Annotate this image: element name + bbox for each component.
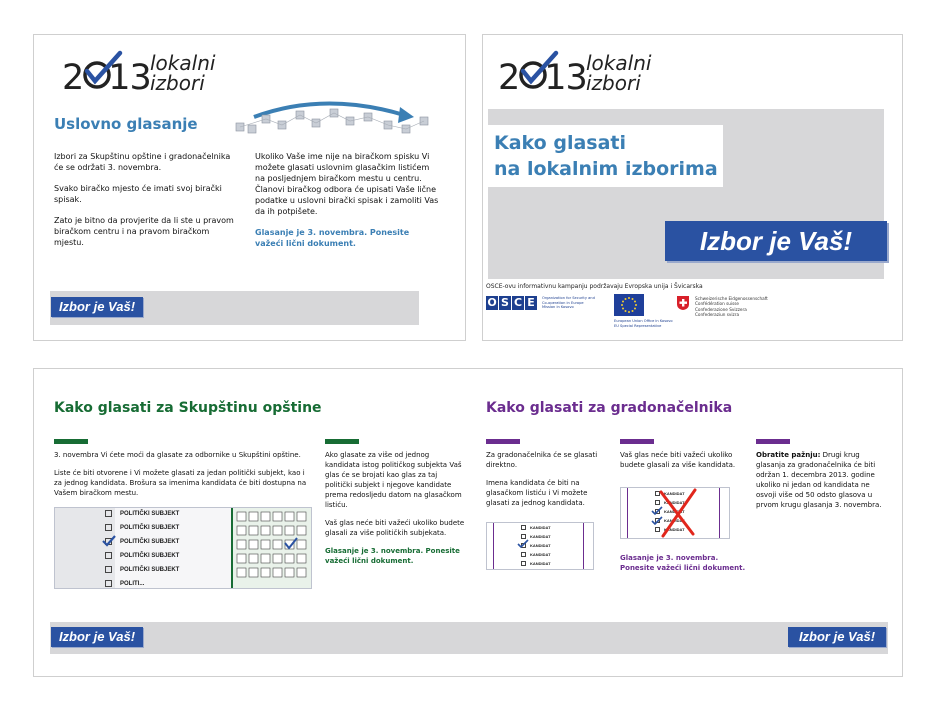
assembly-ballot-check-icon — [101, 534, 117, 548]
mayor-accent-2 — [620, 439, 654, 444]
panel-conditional-voting — [33, 34, 466, 341]
panel1-badge: Izbor je Vaš! — [51, 297, 143, 317]
mayor-col1-text-1: Za gradonačelnika će se glasati direktno. — [486, 451, 598, 469]
mayor-ballot-row-5: KANDIDAT — [521, 561, 551, 566]
campaign-text: OSCE-ovu informativnu kampanju podržavaju Evropska unija i Švicarska — [486, 283, 703, 290]
assembly-ballot-row-4: POLITIČKI SUBJEKT — [105, 552, 179, 559]
assembly-title: Kako glasati za Skupštinu opštine — [54, 400, 322, 416]
mayor-col1-text-2: Imena kandidata će biti na glasačkom listiću i Vi možete glasati za jednog kandidata. — [486, 479, 588, 507]
eu-text — [614, 319, 684, 328]
polling-network-illustration — [234, 95, 444, 145]
assembly-ballot-grid — [231, 508, 312, 588]
assembly-ballot-row-1: POLITIČKI SUBJEKT — [105, 510, 179, 517]
mayor-col3-text — [756, 450, 888, 510]
invalid-cross-icon — [655, 488, 699, 538]
assembly-mid-text — [325, 450, 465, 576]
mayor-col3-body: Drugi krug glasanja za gradonačelnika će biti održan 1. decembra 2013. godine ukoliko ni jedan od kandidata ne osvoji više od 50 odsto glasova u prvom krugu glasanja 3. novembra. — [756, 451, 882, 509]
invalid-ballot-row-5: KANDIDAT — [655, 527, 685, 532]
swiss-text — [695, 296, 805, 318]
mayor-accent-1 — [486, 439, 520, 444]
cover-badge: Izbor je Vaš! — [665, 221, 887, 261]
assembly-mid-note: Glasanje je 3. novembra. Ponesite važeći lični dokument. — [325, 547, 460, 565]
cover-logo-word-lokalni: lokalni — [586, 51, 652, 75]
assembly-accent-1 — [54, 439, 88, 444]
osce-letter-e: E — [525, 296, 537, 310]
mayor-col3-bold: Obratite pažnju: — [756, 451, 821, 459]
logo-year: 2 13 — [62, 58, 151, 98]
assembly-text-1: 3. novembra Vi ćete moći da glasate za odbornike u Skupštini opštine. — [54, 451, 301, 459]
mayor-ballot-row-1: KANDIDAT — [521, 525, 551, 530]
panel1-col1-p3: Zato je bitno da provjerite da li ste u pravom biračkom centru i na pravom biračkom mjestu. — [54, 216, 234, 247]
swiss-text-3: Confederazione Svizzera — [695, 306, 747, 312]
logo-2013-lokalni-izbori — [62, 53, 232, 98]
logo-word-izbori: izbori — [150, 71, 205, 95]
mayor-col2-text: Vaš glas neće biti važeći ukoliko budete glasali za više kandidata. — [620, 451, 736, 469]
invalid-ballot-image — [620, 487, 730, 539]
panel-how-to-vote — [33, 368, 903, 677]
osce-text-2: Co-operation in Europe — [542, 300, 584, 305]
panel3-badge-left: Izbor je Vaš! — [51, 627, 143, 647]
assembly-ballot-row-6: POLITI... — [105, 580, 144, 587]
logo-word-lokalni: lokalni — [150, 51, 216, 75]
panel1-note: Glasanje je 3. novembra. Ponesite važeći lični dokument. — [255, 228, 410, 248]
cover-logo-check-icon — [512, 49, 560, 93]
panel1-col1-p2: Svako biračko mjesto će imati svoj birački spisak. — [54, 184, 222, 204]
panel1-title: Uslovno glasanje — [54, 115, 198, 133]
invalid-ballot-row-2: KANDIDAT — [655, 500, 685, 505]
panel1-column-left — [54, 151, 239, 258]
swiss-text-2: Confédération suisse — [695, 301, 740, 307]
assembly-text-2: Liste će biti otvorene i Vi možete glasati za jedan politički subjekt, kao i za jednog kandidata. Brošura sa imenima kandidata će biti dostupna na Vašem biračkom mestu. — [54, 469, 307, 497]
mayor-ballot-row-3: KANDIDAT — [521, 543, 551, 548]
eu-text-1: European Union Office in Kosovo — [614, 319, 673, 323]
mayor-title: Kako glasati za gradonačelnika — [486, 400, 733, 416]
assembly-ballot-row-3: POLITIČKI SUBJEKT — [105, 538, 179, 545]
mayor-col2-note: Glasanje je 3. novembra. Ponesite važeći lični dokument. — [620, 554, 746, 572]
logo-check-icon — [76, 49, 124, 93]
mayor-ballot-row-4: KANDIDAT — [521, 552, 551, 557]
osce-letter-s: S — [499, 296, 511, 310]
assembly-ballot-row-2: POLITIČKI SUBJEKT — [105, 524, 179, 531]
swiss-text-4: Confederaziun svizra — [695, 312, 740, 318]
mayor-ballot-check-icon — [517, 539, 529, 549]
eu-text-2: EU Special Representative — [614, 323, 662, 328]
panel1-column-right — [255, 151, 440, 259]
panel1-col2-p1: Ukoliko Vaše ime nije na biračkom spisku Vi možete glasati uslovnim glasačkim listićem na posljednjem biračkom mestu u centru. Članovi biračkog odbora će upisati Vaše lične podatke u uslovni birački spisak i zamoliti Vas da ih potpišete. — [255, 152, 439, 216]
invalid-ballot-row-3: KANDIDAT — [655, 509, 685, 514]
mayor-col1-text — [486, 450, 611, 518]
mayor-accent-3 — [756, 439, 790, 444]
osce-logo — [486, 296, 606, 314]
cover-logo-2013-lokalni-izbori — [498, 53, 668, 98]
invalid-ballot-row-1: KANDIDAT — [655, 491, 685, 496]
cover-logo-year: 2 13 — [498, 58, 587, 98]
assembly-text-block — [54, 450, 310, 508]
assembly-ballot-image — [54, 507, 312, 589]
assembly-mid-text-1: Ako glasate za više od jednog kandidata istog političkog subjekta Vaš glas će se brojati kao glas za taj politički subjekt i njegove kandidate prema redosljedu datom na glasačkom listiću. — [325, 451, 462, 509]
osce-text-1: Organization for Security and — [542, 296, 595, 300]
cover-title-line1: Kako glasati — [494, 132, 626, 154]
cover-title-line2: na lokalnim izborima — [494, 158, 718, 180]
panel-cover — [482, 34, 903, 341]
panel1-col1-p1: Izbori za Skupštinu opštine i gradonačelnika će se održati 3. novembra. — [54, 152, 231, 172]
mayor-ballot-image — [486, 522, 594, 570]
osce-letter-o: O — [487, 296, 497, 309]
eu-flag-icon — [614, 294, 644, 316]
swiss-text-1: Schweizerische Eidgenossenschaft — [695, 296, 768, 301]
assembly-ballot-row-5: POLITIČKI SUBJEKT — [105, 566, 179, 573]
invalid-ballot-row-4: KANDIDAT — [655, 518, 685, 523]
osce-text-3: Mission in Kosovo — [542, 305, 574, 310]
panel3-badge-right: Izbor je Vaš! — [788, 627, 886, 647]
assembly-accent-2 — [325, 439, 359, 444]
osce-letter-c: C — [513, 296, 523, 309]
panel3-footer-bar — [50, 622, 888, 654]
mayor-ballot-row-2: KANDIDAT — [521, 534, 551, 539]
assembly-mid-text-2: Vaš glas neće biti važeći ukoliko budete glasali za više političkih subjekata. — [325, 519, 465, 537]
cover-logo-word-izbori: izbori — [586, 71, 641, 95]
swiss-shield-icon — [676, 295, 690, 311]
